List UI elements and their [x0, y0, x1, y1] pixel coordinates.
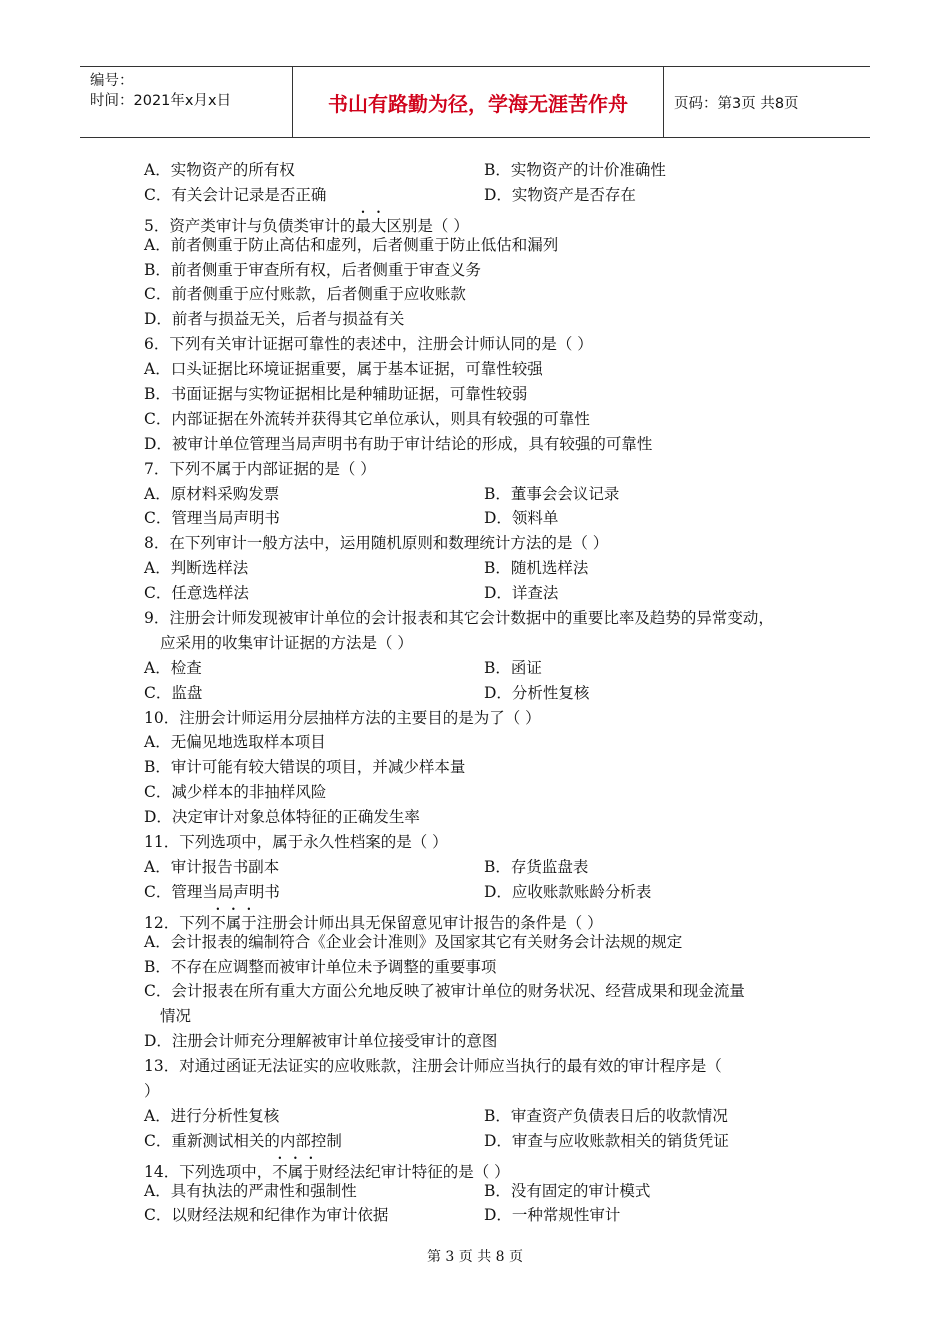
option-row — [144, 183, 824, 208]
option-row — [144, 556, 824, 581]
question-text: 注册会计师出具无保留意见审计报告的条件是（ ） — [256, 913, 603, 932]
option-text: A．原材料采购发票 — [144, 484, 280, 503]
option-text: B．董事会会议记录 — [484, 484, 620, 503]
option-row — [144, 1203, 824, 1228]
question-text: 14．下列选项中， — [144, 1162, 273, 1181]
text-line: D．被审计单位管理当局声明书有助于审计结论的形成，具有较强的可靠性 — [144, 434, 653, 453]
text-line: A．无偏见地选取样本项目 — [144, 733, 326, 752]
text-line: 7．下列不属于内部证据的是（ ） — [144, 459, 376, 478]
option-row — [144, 1104, 824, 1129]
header-page-info: 页码：第3页 共8页 — [674, 95, 799, 112]
option-text: A．具有执法的严肃性和强制性 — [144, 1181, 357, 1200]
text-line: 情况 — [160, 1007, 192, 1026]
text-line: D．注册会计师充分理解被审计单位接受审计的意图 — [144, 1032, 498, 1051]
text-line: B．前者侧重于审查所有权，后者侧重于审查义务 — [144, 260, 481, 279]
question-text: 12．下列 — [144, 913, 211, 932]
emphasized-text: 不属于 — [210, 913, 257, 932]
option-text: C．管理当局声明书 — [144, 882, 280, 901]
option-text: D．详查法 — [484, 584, 559, 603]
document-date: 时间：2021年x月x日 — [90, 93, 232, 109]
header-meta — [80, 67, 293, 137]
option-text: A．实物资产的所有权 — [144, 161, 295, 179]
text-line: 6．下列有关审计证据可靠性的表述中，注册会计师认同的是（ ） — [144, 335, 593, 354]
option-text: A．检查 — [144, 658, 202, 677]
option-row — [144, 1129, 824, 1154]
option-text: C．以财经法规和纪律作为审计依据 — [144, 1206, 389, 1225]
option-text: A．审计报告书副本 — [144, 857, 280, 876]
text-line: 应采用的收集审计证据的方法是（ ） — [160, 633, 413, 652]
text-line: 8．在下列审计一般方法中，运用随机原则和数理统计方法的是（ ） — [144, 534, 609, 553]
text-line: B．审计可能有较大错误的项目，并减少样本量 — [144, 758, 466, 777]
text-line: C．减少样本的非抽样风险 — [144, 783, 327, 802]
text-line: C．内部证据在外流转并获得其它单位承认，则具有较强的可靠性 — [144, 409, 590, 428]
text-line: D．决定审计对象总体特征的正确发生率 — [144, 808, 420, 827]
option-row — [144, 506, 824, 531]
option-text: C．监盘 — [144, 683, 203, 702]
option-text: D．审查与应收账款相关的销货凭证 — [484, 1131, 729, 1150]
question-text: 财经法纪审计特征的是（ ） — [318, 1162, 510, 1181]
option-text: C．重新测试相关的内部控制 — [144, 1131, 342, 1150]
emphasized-text: 不属于 — [272, 1162, 319, 1181]
text-line: 10．注册会计师运用分层抽样方法的主要目的是为了（ ） — [144, 708, 541, 727]
option-row — [144, 656, 824, 681]
option-text: D．领料单 — [484, 509, 559, 528]
option-row — [144, 158, 824, 183]
option-row — [144, 681, 824, 706]
text-line: A．前者侧重于防止高估和虚列，后者侧重于防止低估和漏列 — [144, 235, 559, 254]
option-row — [144, 482, 824, 507]
text-line: A．会计报表的编制符合《企业会计准则》及国家其它有关财务会计法规的规定 — [144, 932, 683, 951]
text-line: C．前者侧重于应付账款，后者侧重于应收账款 — [144, 285, 466, 304]
option-text: B．审查资产负债表日后的收款情况 — [484, 1106, 728, 1125]
option-text: C．管理当局声明书 — [144, 509, 280, 528]
option-text: C．任意选样法 — [144, 584, 249, 603]
option-row — [144, 581, 824, 606]
page-footer: 第 3 页 共 8 页 — [426, 1249, 524, 1265]
option-text: D．分析性复核 — [484, 683, 590, 702]
question-text: 区别是（ ） — [386, 216, 469, 235]
text-line: ） — [144, 1081, 160, 1100]
text-line: A．口头证据比环境证据重要，属于基本证据，可靠性较强 — [144, 360, 543, 379]
text-line: 11．下列选项中，属于永久性档案的是（ ） — [144, 833, 448, 852]
option-text: A．判断选样法 — [144, 559, 249, 578]
option-text: D．应收账款账龄分析表 — [484, 882, 652, 901]
question-line — [144, 208, 824, 233]
text-line: D．前者与损益无关，后者与损益有关 — [144, 310, 405, 329]
question-text: 5．资产类审计与负债类审计的 — [144, 216, 356, 235]
text-line: 13．对通过函证无法证实的应收账款，注册会计师应当执行的最有效的审计程序是（ — [144, 1057, 722, 1076]
option-text: A．进行分析性复核 — [144, 1106, 280, 1125]
option-row — [144, 880, 824, 905]
option-row — [144, 855, 824, 880]
header-motto: 书山有路勤为径，学海无涯苦作舟 — [293, 67, 664, 137]
text-line: B．不存在应调整而被审计单位未予调整的重要事项 — [144, 957, 497, 976]
option-text: B．没有固定的审计模式 — [484, 1181, 651, 1200]
text-line: 9．注册会计师发现被审计单位的会计报表和其它会计数据中的重要比率及趋势的异常变动， — [144, 609, 774, 628]
option-text: D．实物资产是否存在 — [484, 185, 636, 204]
page-header — [80, 66, 870, 138]
option-text: D．一种常规性审计 — [484, 1206, 621, 1225]
option-text: B．随机选样法 — [484, 559, 589, 578]
option-row — [144, 1179, 824, 1204]
text-line: C．会计报表在所有重大方面公允地反映了被审计单位的财务状况、经营成果和现金流量 — [144, 982, 745, 1001]
option-text: C．有关会计记录是否正确 — [144, 185, 327, 204]
option-text: B．存货监盘表 — [484, 857, 589, 876]
question-line — [144, 1154, 824, 1179]
option-text: B．实物资产的计价准确性 — [484, 161, 666, 179]
emphasized-text: 最大 — [355, 216, 387, 235]
text-line: B．书面证据与实物证据相比是种辅助证据，可靠性较弱 — [144, 385, 528, 404]
option-text: B．函证 — [484, 658, 542, 677]
document-number-label: 编号： — [90, 73, 134, 89]
question-content — [144, 158, 824, 1228]
question-line — [144, 905, 824, 930]
